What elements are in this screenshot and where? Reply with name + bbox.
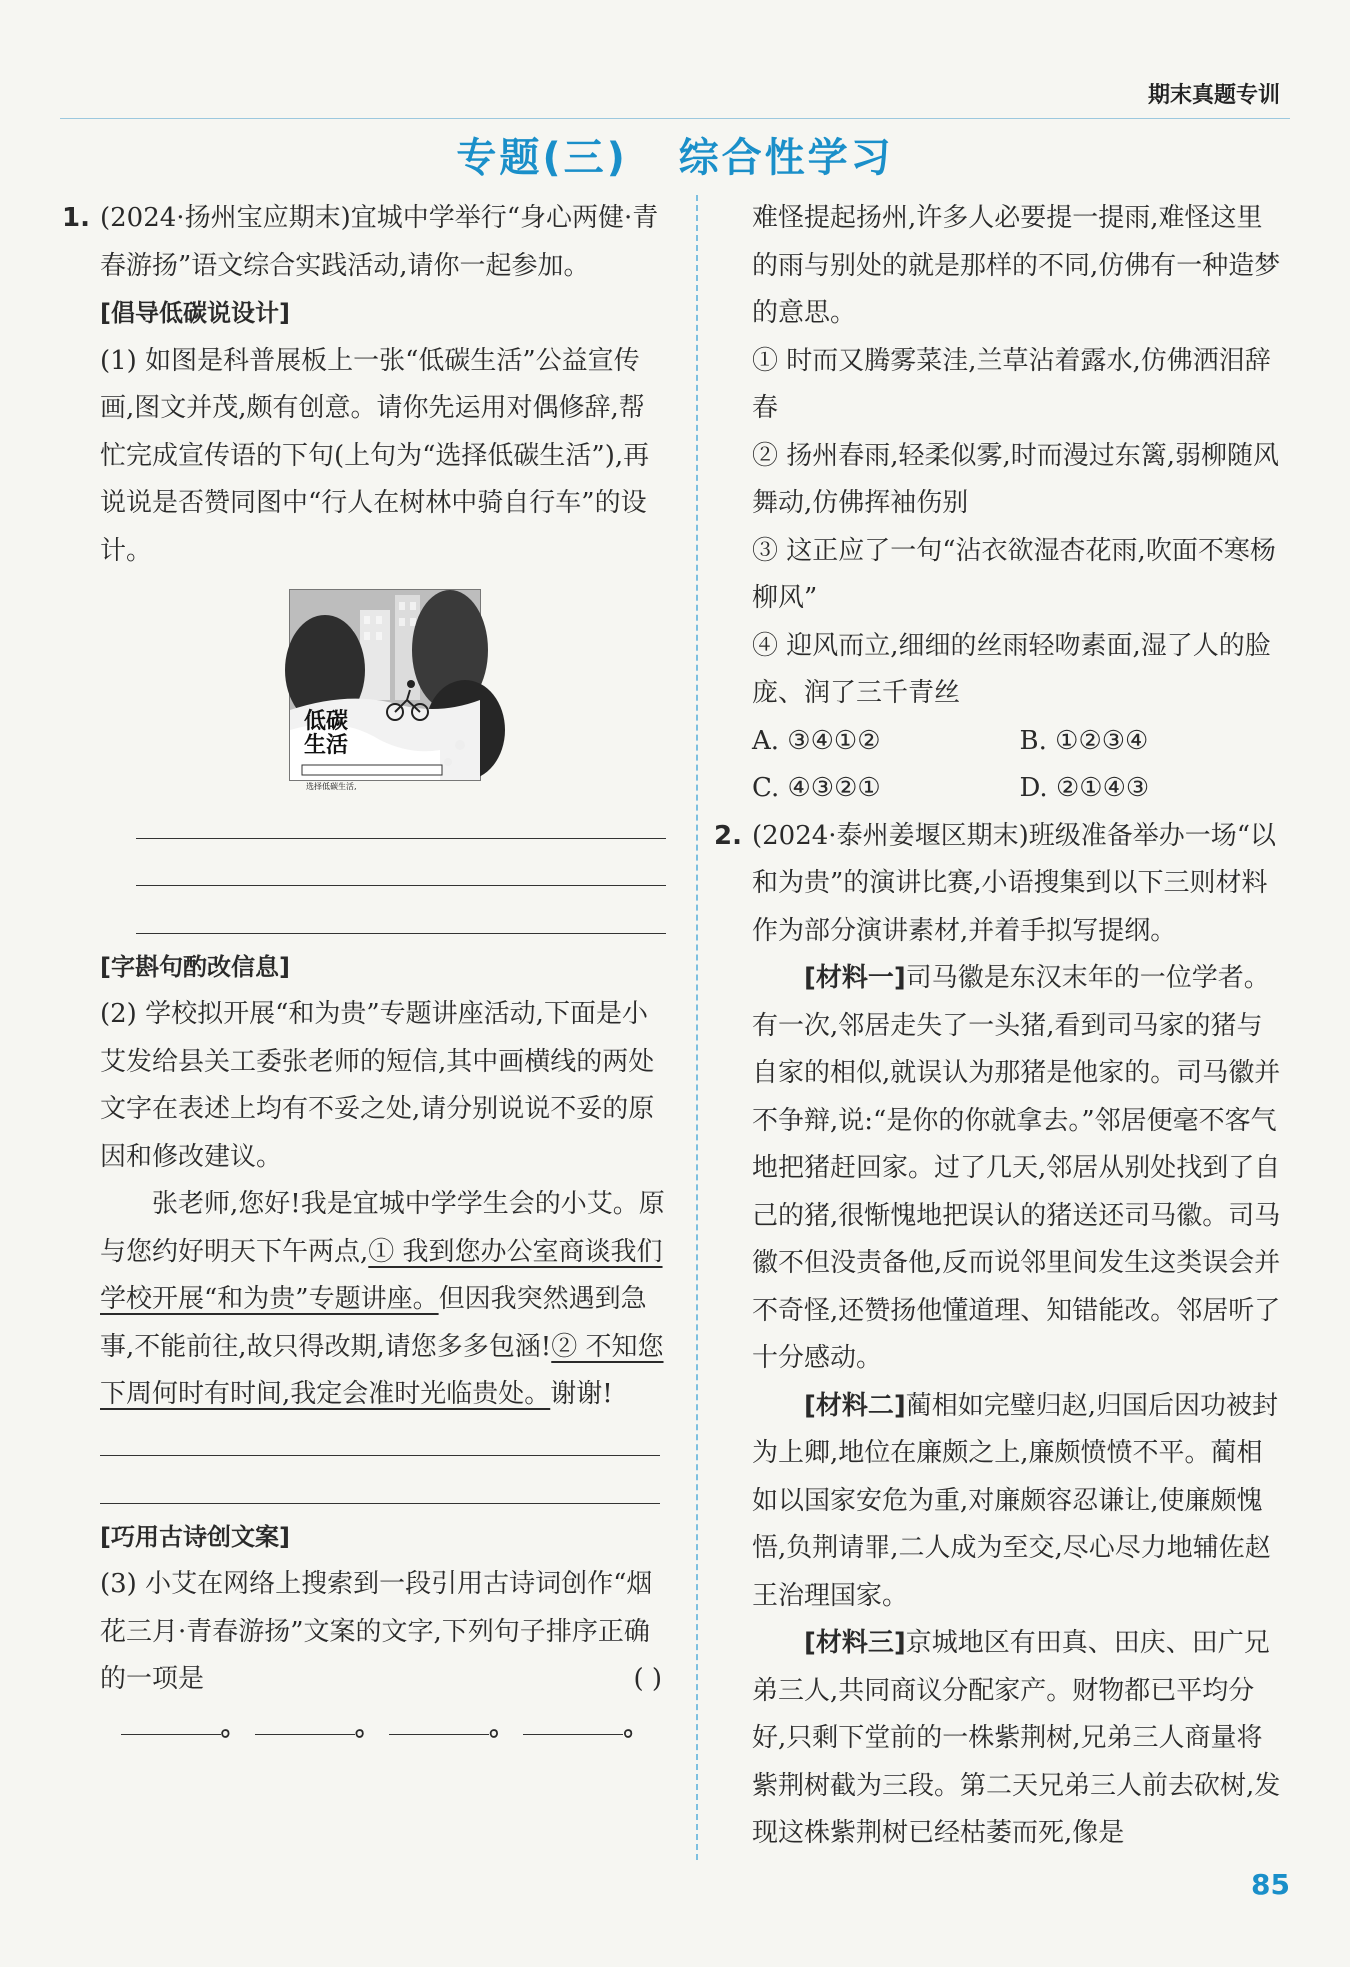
question-1-text: (2024·扬州宝应期末)宜城中学举行“身心两健·青春游扬”语文综合实践活动,请你一起参加。 xyxy=(100,203,659,281)
answer-line[interactable] xyxy=(100,1409,660,1457)
material-1 xyxy=(752,955,1287,1383)
answer-line[interactable] xyxy=(136,839,666,887)
answer-line[interactable] xyxy=(136,791,666,839)
left-column xyxy=(62,195,670,1751)
question-1-number: 1. xyxy=(62,203,90,233)
sms-text-3: 谢谢! xyxy=(550,1379,613,1409)
poster-caption: 选择低碳生活, xyxy=(306,782,357,791)
question-2-text: (2024·泰州姜堰区期末)班级准备举办一场“以和为贵”的演讲比赛,小语搜集到以下三则材料作为部分演讲素材,并着手拟写提纲。 xyxy=(752,820,1277,946)
section-heading-1-text: [倡导低碳说设计] xyxy=(100,299,290,327)
blank-dot: 。 xyxy=(354,1711,381,1742)
header-divider xyxy=(60,118,1290,119)
question-1-continued: 难怪提起扬州,许多人必要提一提雨,难怪这里的雨与别处的就是那样的不同,仿佛有一种造梦的意思。 xyxy=(752,203,1281,328)
question-2-intro xyxy=(714,813,1287,956)
sentence-3: ③ 这正应了一句“沾衣欲湿杏花雨,吹面不寒杨柳风” xyxy=(752,535,1276,613)
blank-2[interactable] xyxy=(255,1704,355,1735)
column-divider xyxy=(696,195,698,1860)
material-3-text: 京城地区有田真、田庆、田广兄弟三人,共同商议分配家产。财物都已平均分好,只剩下堂前的一株紫荆树,兄弟三人商量将紫荆树截为三段。第二天兄弟三人前去砍树,发现这株紫荆树已经枯萎而死,像是 xyxy=(752,1628,1281,1848)
sms-text-1: 张老师,您好!我是宜城中学学生会的小艾。原与您约好明天下午两点, xyxy=(100,1189,665,1267)
question-1-intro xyxy=(62,195,670,290)
option-b[interactable]: B. ①②③④ xyxy=(1019,725,1149,756)
section-heading-3 xyxy=(100,1514,670,1562)
section-heading-2 xyxy=(100,944,670,992)
blank-1[interactable] xyxy=(121,1704,221,1735)
sms-letter xyxy=(100,1181,670,1419)
question-1-part-3 xyxy=(100,1561,670,1704)
answer-options xyxy=(752,718,1287,813)
section-heading-1 xyxy=(100,290,670,338)
option-a[interactable]: A. ③④①② xyxy=(752,725,881,756)
page-title: 专题(三) 综合性学习 xyxy=(456,135,894,181)
sentence-blanks xyxy=(100,1704,670,1752)
header-label: 期末真题专训 xyxy=(1147,83,1280,108)
blank-dot: 。 xyxy=(220,1711,247,1742)
answer-paren[interactable]: ( ) xyxy=(633,1664,662,1694)
section-heading-2-text: [字斟句酌改信息] xyxy=(100,952,290,981)
blank-4[interactable] xyxy=(523,1704,623,1735)
material-3-heading: [材料三] xyxy=(804,1628,906,1658)
option-d[interactable]: D. ②①④③ xyxy=(1019,773,1150,803)
section-heading-3-text: [巧用古诗创文案] xyxy=(100,1522,290,1551)
sentence-2: ② 扬州春雨,轻柔似雾,时而漫过东篱,弱柳随风舞动,仿佛挥袖伤别 xyxy=(752,440,1280,518)
question-1-part-2: (2) 学校拟开展“和为贵”专题讲座活动,下面是小艾发给县关工委张老师的短信,其中画横线的两处文字在表述上均有不妥之处,请分别说说不妥的原因和修改建议。 xyxy=(100,999,655,1172)
poster-title-line-2: 生活 xyxy=(304,733,349,758)
material-2 xyxy=(752,1383,1287,1621)
poster-title-line-1: 低碳 xyxy=(304,709,349,734)
sentence-4: ④ 迎风而立,细细的丝雨轻吻素面,湿了人的脸庞、润了三千青丝 xyxy=(752,630,1271,708)
answer-line[interactable] xyxy=(136,886,666,934)
sms-underlined-2: ② 不知您下周何时有时间,我定会准时光临贵处。 xyxy=(100,1331,664,1409)
material-1-text: 司马徽是东汉末年的一位学者。有一次,邻居走失了一头猪,看到司马家的猪与自家的相似,就误认为那猪是他家的。司马徽并不争辩,说:“是你的你就拿去。”邻居便毫不客气地把猪赶回家。过了几天,邻居从别处找到了自己的猪,很惭愧地把误认的猪送还司马徽。司马徽不但没责备他,反而说邻里间发生这类误会并不奇怪,还赞扬他懂道理、知错能改。邻居听了十分感动。 xyxy=(752,963,1281,1373)
material-2-text: 蔺相如完璧归赵,归国后因功被封为上卿,地位在廉颇之上,廉颇愤愤不平。蔺相如以国家安危为重,对廉颇容忍谦让,使廉颇愧悟,负荆请罪,二人成为至交,尽心尽力地辅佐赵王治理国家。 xyxy=(752,1390,1279,1611)
blank-dot: 。 xyxy=(623,1711,650,1742)
question-2-number: 2. xyxy=(714,820,742,851)
blank-3[interactable] xyxy=(389,1704,489,1735)
sentence-1: ① 时而又腾雾菜洼,兰草沾着露水,仿佛洒泪辞春 xyxy=(752,345,1271,423)
blank-dot: 。 xyxy=(489,1711,516,1742)
page-number: 85 xyxy=(1251,1868,1290,1901)
question-1-part-1: (1) 如图是科普展板上一张“低碳生活”公益宣传画,图文并茂,颇有创意。请你先运用对偶修辞,帮忙完成宣传语的下句(上句为“选择低碳生活”),再说说是否赞同图中“行人在树林中骑自行车”的设计。 xyxy=(100,345,650,566)
sms-text-2: 但因我突然遇到急事,不能前往,故只得改期,请您多多包涵! xyxy=(100,1284,647,1362)
material-1-heading: [材料一] xyxy=(804,963,906,993)
material-2-heading: [材料二] xyxy=(804,1390,906,1421)
low-carbon-poster-image xyxy=(289,589,481,791)
material-3 xyxy=(752,1620,1287,1858)
answer-line[interactable] xyxy=(100,1456,660,1504)
question-1-part-3-text: (3) 小艾在网络上搜索到一段引用古诗词创作“烟花三月·青春游扬”文案的文字,下列句子排序正确的一项是 xyxy=(100,1569,653,1694)
option-c[interactable]: C. ④③②① xyxy=(752,773,881,803)
right-column xyxy=(714,195,1287,1858)
sms-underlined-1: ① 我到您办公室商谈我们学校开展“和为贵”专题讲座。 xyxy=(100,1236,663,1314)
